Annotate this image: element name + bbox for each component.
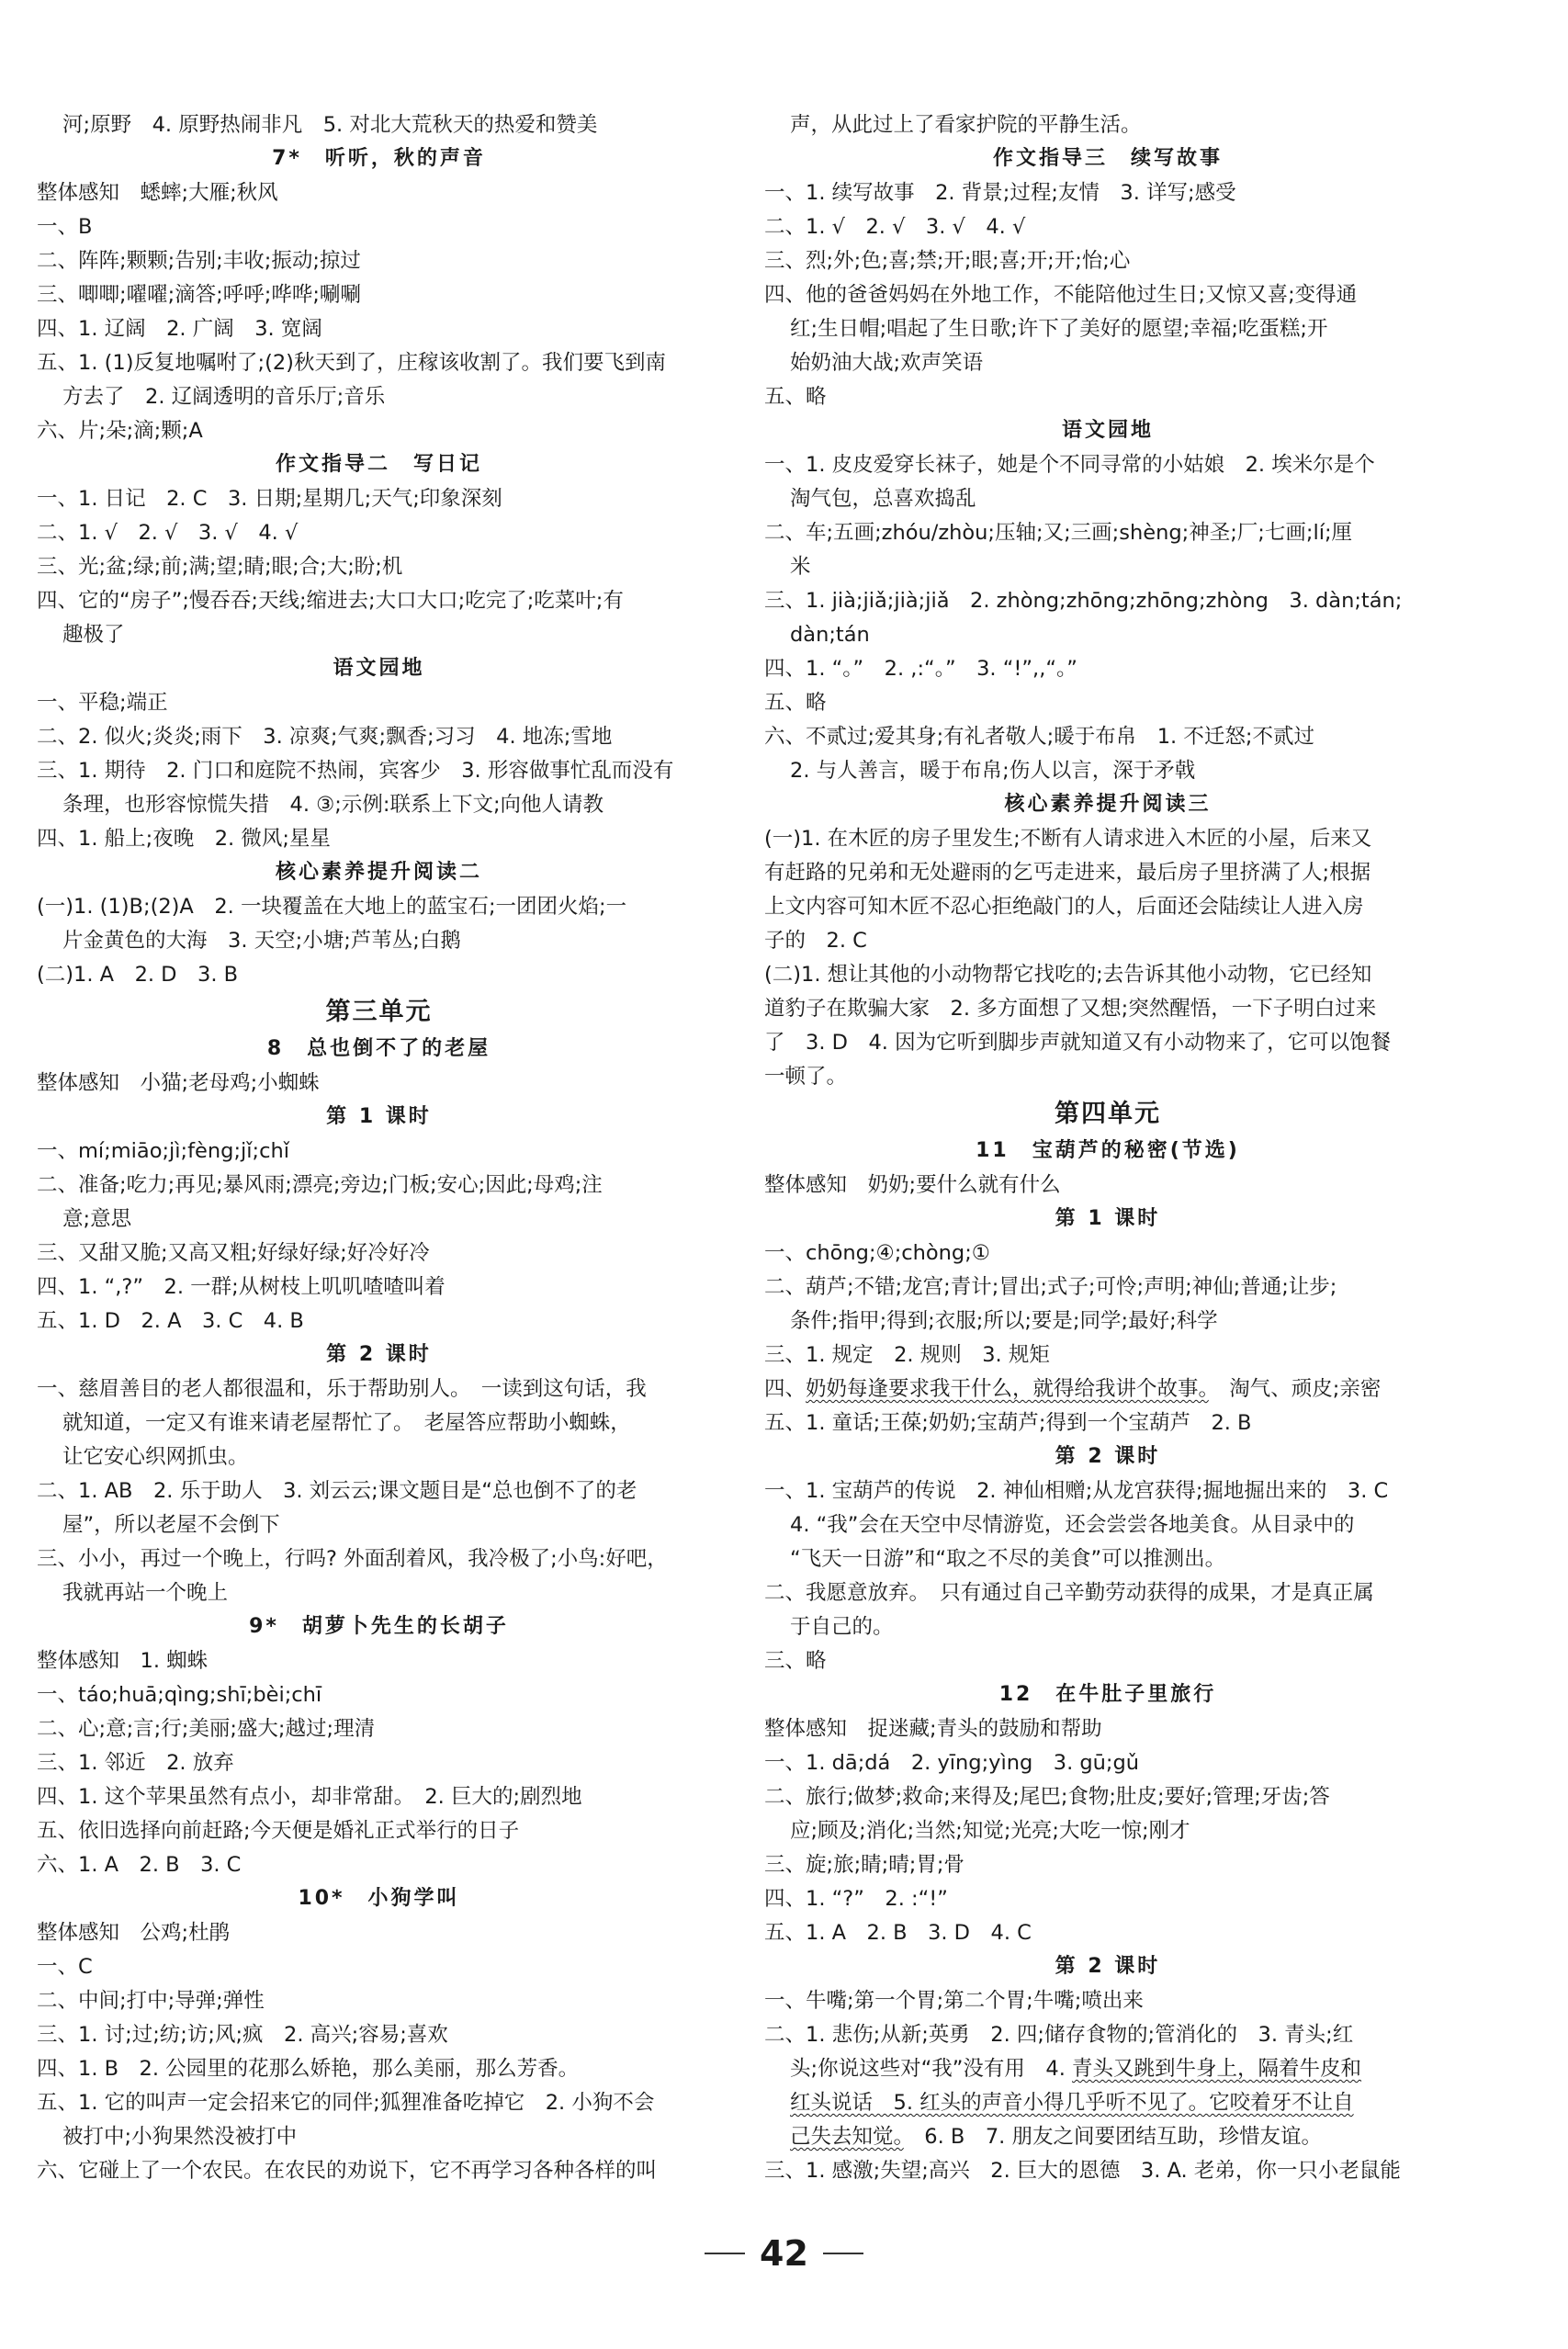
answer-line: 二、我愿意放弃。 只有通过自己辛勤劳动获得的成果，才是真正属 xyxy=(764,1581,1374,1605)
answer-line: 二、准备;吃力;再见;暴风雨;漂亮;旁边;门板;安心;因此;母鸡;注 xyxy=(37,1173,603,1197)
answer-line-continued: 4. “我”会在天空中尽情游览，还会尝尝各地美食。从目录中的 xyxy=(790,1513,1355,1537)
answer-line: 四、奶奶每逢要求我干什么，就得给我讲个故事。 淘气、顽皮;亲密 xyxy=(764,1377,1382,1401)
section-heading: 7* 听听，秋的声音 xyxy=(272,147,486,170)
answer-line-continued: 趣极了 xyxy=(62,623,125,647)
answer-line-continued xyxy=(764,2086,1451,2120)
answer-line: 三、唧唧;嚁嚁;滴答;呼呼;哗哗;唰唰 xyxy=(37,283,361,307)
section-heading: 第 2 课时 xyxy=(326,1343,432,1366)
section-heading: 12 在牛肚子里旅行 xyxy=(998,1683,1217,1706)
answer-line: 一顿了。 xyxy=(764,1065,848,1089)
answer-line: 四、1. “。” 2. ,:“。” 3. “!”,,“。” xyxy=(764,657,1077,681)
answer-line: 二、1. AB 2. 乐于助人 3. 刘云云;课文题目是“总也倒不了的老 xyxy=(37,1479,637,1503)
underlined-answer: 奶奶每逢要求我干什么，就得给我讲个故事。 xyxy=(806,1377,1209,1401)
answer-line: 三、1. 邻近 2. 放弃 xyxy=(37,1751,234,1775)
answer-line: 六、片;朵;滴;颗;A xyxy=(37,419,203,443)
answer-line: 二、2. 似火;炎炎;雨下 3. 凉爽;气爽;飘香;习习 4. 地冻;雪地 xyxy=(37,725,613,749)
section-heading: 核心素养提升阅读三 xyxy=(1004,793,1212,816)
answer-line-continued: 片金黄色的大海 3. 天空;小塘;芦苇丛;白鹅 xyxy=(62,929,461,953)
answer-line: 五、1. D 2. A 3. C 4. B xyxy=(37,1309,304,1333)
answer-line: 五、依旧选择向前赶路;今天便是婚礼正式举行的日子 xyxy=(37,1819,520,1843)
section-heading: 8 总也倒不了的老屋 xyxy=(266,1037,491,1060)
section-heading: 第 1 课时 xyxy=(1055,1207,1161,1230)
answer-line: (二)1. A 2. D 3. B xyxy=(37,963,239,987)
answer-line: 四、它的“房子”;慢吞吞;天线;缩进去;大口大口;吃完了;吃菜叶;有 xyxy=(37,589,624,613)
answer-line: 一、C xyxy=(37,1955,93,1979)
answer-line: 三、烈;外;色;喜;禁;开;眼;喜;开;开;怡;心 xyxy=(764,249,1131,273)
answer-line-continued: 就知道，一定又有谁来请老屋帮忙了。 老屋答应帮助小蜘蛛， xyxy=(62,1411,631,1435)
answer-line: 一、1. 皮皮爱穿长袜子，她是个不同寻常的小姑娘 2. 埃米尔是个 xyxy=(764,453,1375,477)
answer-line: (一)1. 在木匠的房子里发生;不断有人请求进入木匠的小屋，后来又 xyxy=(764,827,1372,851)
answer-line: 三、旋;旅;睛;晴;胃;骨 xyxy=(764,1853,964,1877)
left-column xyxy=(37,108,721,2188)
answer-line: 一、慈眉善目的老人都很温和，乐于帮助别人。 一读到这句话，我 xyxy=(37,1377,647,1401)
answer-line: 二、旅行;做梦;救命;来得及;尾巴;食物;肚皮;要好;管理;牙齿;答 xyxy=(764,1785,1330,1809)
answer-line: 上文内容可知木匠不忍心拒绝敲门的人，后面还会陆续让人进入房 xyxy=(764,895,1364,919)
answer-line: 子的 2. C xyxy=(764,929,867,953)
section-heading: 第 2 课时 xyxy=(1055,1955,1161,1978)
answer-line: 三、又甜又脆;又高又粗;好绿好绿;好冷好冷 xyxy=(37,1241,430,1265)
answer-line: 三、1. 规定 2. 规则 3. 规矩 xyxy=(764,1343,1050,1367)
answer-line: 三、小小，再过一个晚上，行吗? 外面刮着风，我冷极了;小鸟:好吧， xyxy=(37,1547,668,1571)
answer-line: 整体感知 1. 蜘蛛 xyxy=(37,1649,209,1673)
answer-line: 二、1. √ 2. √ 3. √ 4. √ xyxy=(37,521,299,545)
section-heading: 语文园地 xyxy=(1061,419,1154,442)
answer-line: 五、略 xyxy=(764,385,827,409)
page-number-dash-right xyxy=(823,2253,863,2254)
section-heading: 第 2 课时 xyxy=(1055,1445,1161,1468)
answer-line: 四、1. 辽阔 2. 广阔 3. 宽阔 xyxy=(37,317,322,341)
answer-line: 了 3. D 4. 因为它听到脚步声就知道又有小动物来了，它可以饱餐 xyxy=(764,1031,1392,1055)
answer-line: 五、1. 童话;王葆;奶奶;宝葫芦;得到一个宝葫芦 2. B xyxy=(764,1411,1252,1435)
answer-line-continued: 方去了 2. 辽阔透明的音乐厅;音乐 xyxy=(62,385,386,409)
answer-line: 二、葫芦;不错;龙宫;青计;冒出;式子;可怜;声明;神仙;普通;让步; xyxy=(764,1275,1337,1299)
page-number: 42 xyxy=(760,2233,808,2274)
section-heading: 作文指导二 写日记 xyxy=(275,453,482,476)
answer-line: 三、光;盆;绿;前;满;望;睛;眼;合;大;盼;机 xyxy=(37,555,403,579)
unit-title: 第三单元 xyxy=(325,998,433,1026)
answer-line: 四、1. B 2. 公园里的花那么娇艳，那么美丽，那么芳香。 xyxy=(37,2057,580,2081)
answer-line: 一、B xyxy=(37,215,93,239)
answer-line: 一、táo;huā;qìng;shī;bèi;chī xyxy=(37,1683,322,1707)
answer-line: 整体感知 蟋蟀;大雁;秋风 xyxy=(37,181,278,205)
answer-line: 整体感知 小猫;老母鸡;小蜘蛛 xyxy=(37,1071,320,1095)
answer-line: 三、1. 感激;失望;高兴 2. 巨大的恩德 3. A. 老弟，你一只小老鼠能 xyxy=(764,2159,1401,2183)
answer-line-continued: 声，从此过上了看家护院的平静生活。 xyxy=(790,113,1142,137)
answer-line: 四、他的爸爸妈妈在外地工作，不能陪他过生日;又惊又喜;变得通 xyxy=(764,283,1358,307)
answer-line: 六、1. A 2. B 3. C xyxy=(37,1853,242,1877)
answer-line: 有赶路的兄弟和无处避雨的乞丐走进来，最后房子里挤满了人;根据 xyxy=(764,861,1371,885)
answer-line: 三、1. 讨;过;纺;访;风;疯 2. 高兴;容易;喜欢 xyxy=(37,2023,448,2047)
answer-line: 三、略 xyxy=(764,1649,827,1673)
answer-line-continued: 我就再站一个晚上 xyxy=(62,1581,229,1605)
answer-line: 四、1. 这个苹果虽然有点小，却非常甜。 2. 巨大的;剧烈地 xyxy=(37,1785,582,1809)
answer-line: 六、不贰过;爱其身;有礼者敬人;暖于布帛 1. 不迁怒;不贰过 xyxy=(764,725,1314,749)
answer-line: 四、1. 船上;夜晚 2. 微风;星星 xyxy=(37,827,331,851)
answer-line: 二、中间;打中;导弹;弹性 xyxy=(37,1989,265,2013)
section-heading: 作文指导三 续写故事 xyxy=(992,147,1223,170)
answer-line: 一、平稳;端正 xyxy=(37,691,168,715)
answer-line: 一、牛嘴;第一个胃;第二个胃;牛嘴;喷出来 xyxy=(764,1989,1144,2013)
answer-line: 六、它碰上了一个农民。在农民的劝说下，它不再学习各种各样的叫 xyxy=(37,2159,658,2183)
answer-line-continued: 米 xyxy=(790,555,811,579)
answer-line-continued: 2. 与人善言，暖于布帛;伤人以言，深于矛戟 xyxy=(790,759,1196,783)
answer-line: 二、1. √ 2. √ 3. √ 4. √ xyxy=(764,215,1026,239)
answer-line: (二)1. 想让其他的小动物帮它找吃的;去告诉其他小动物，它已经知 xyxy=(764,963,1372,987)
answer-line-continued: dàn;tán xyxy=(790,623,870,647)
unit-title: 第四单元 xyxy=(1055,1100,1161,1128)
answer-line: 二、车;五画;zhóu/zhòu;压轴;又;三画;shèng;神圣;厂;七画;lí;厘 xyxy=(764,521,1353,545)
answer-line-continued: 屋”，所以老屋不会倒下 xyxy=(62,1513,280,1537)
right-column xyxy=(764,108,1451,2188)
answer-line: 道豹子在欺骗大家 2. 多方面想了又想;突然醒悟，一下子明白过来 xyxy=(764,997,1377,1021)
answer-line: 二、心;意;言;行;美丽;盛大;越过;理清 xyxy=(37,1717,376,1741)
answer-line: 一、mí;miāo;jì;fèng;jǐ;chǐ xyxy=(37,1139,289,1163)
answer-line-continued: 被打中;小狗果然没被打中 xyxy=(62,2125,298,2149)
answer-line: 三、1. jià;jiǎ;jià;jiǎ 2. zhòng;zhōng;zhōng;zhòng 3. dàn;tán; xyxy=(764,589,1403,613)
answer-line: 一、1. 续写故事 2. 背景;过程;友情 3. 详写;感受 xyxy=(764,181,1236,205)
answer-line-continued: 红;生日帽;唱起了生日歌;许下了美好的愿望;幸福;吃蛋糕;开 xyxy=(790,317,1328,341)
answer-line: 五、1. 它的叫声一定会招来它的同伴;狐狸准备吃掉它 2. 小狗不会 xyxy=(37,2091,655,2115)
answer-line: 三、1. 期待 2. 门口和庭院不热闹，宾客少 3. 形容做事忙乱而没有 xyxy=(37,759,674,783)
section-heading: 语文园地 xyxy=(333,657,425,680)
answer-line: 一、chōng;④;chòng;① xyxy=(764,1241,990,1265)
answer-line: 整体感知 奶奶;要什么就有什么 xyxy=(764,1173,1061,1197)
answer-line-continued: 于自己的。 xyxy=(790,1615,894,1639)
answer-line-continued: 应;顾及;消化;当然;知觉;光亮;大吃一惊;刚才 xyxy=(790,1819,1190,1843)
section-heading: 11 宝葫芦的秘密(节选) xyxy=(976,1139,1240,1162)
answer-line-continued: 己失去知觉。 6. B 7. 朋友之间要团结互助，珍惜友谊。 xyxy=(790,2125,1322,2149)
answer-line: 一、1. 日记 2. C 3. 日期;星期几;天气;印象深刻 xyxy=(37,487,502,511)
section-heading: 9* 胡萝卜先生的长胡子 xyxy=(249,1615,509,1638)
answer-line: 五、略 xyxy=(764,691,827,715)
answer-line: 五、1. (1)反复地嘱咐了;(2)秋天到了，庄稼该收割了。我们要飞到南 xyxy=(37,351,666,375)
answer-line-continued: 淘气包，总喜欢捣乱 xyxy=(790,487,976,511)
answer-line-continued: 条理，也形容惊慌失措 4. ③;示例:联系上下文;向他人请教 xyxy=(62,793,604,817)
underlined-answer: 己失去知觉。 xyxy=(790,2125,904,2149)
answer-line-continued: 让它安心织网抓虫。 xyxy=(62,1445,249,1469)
section-heading: 核心素养提升阅读二 xyxy=(275,861,482,884)
answer-line-continued: 河;原野 4. 原野热闹非凡 5. 对北大荒秋天的热爱和赞美 xyxy=(62,113,598,137)
section-heading: 第 1 课时 xyxy=(326,1105,432,1128)
answer-line: 一、1. 宝葫芦的传说 2. 神仙相赠;从龙宫获得;掘地掘出来的 3. C xyxy=(764,1479,1389,1503)
answer-line-continued: 意;意思 xyxy=(62,1207,132,1231)
answer-line: 五、1. A 2. B 3. D 4. C xyxy=(764,1921,1032,1945)
answer-line: 二、1. 悲伤;从新;英勇 2. 四;储存食物的;管消化的 3. 青头;红 xyxy=(764,2023,1354,2047)
answer-line-continued: 条件;指甲;得到;衣服;所以;要是;同学;最好;科学 xyxy=(790,1309,1218,1333)
answer-line-continued: 始奶油大战;欢声笑语 xyxy=(790,351,984,375)
answer-line: (一)1. (1)B;(2)A 2. 一块覆盖在大地上的蓝宝石;一团团火焰;一 xyxy=(37,895,627,919)
section-heading: 10* 小狗学叫 xyxy=(298,1887,460,1910)
answer-line: 整体感知 公鸡;杜鹃 xyxy=(37,1921,231,1945)
answer-line-continued: “飞天一日游”和“取之不尽的美食”可以推测出。 xyxy=(790,1547,1226,1571)
answer-line: 二、阵阵;颗颗;告别;丰收;振动;掠过 xyxy=(37,249,361,273)
answer-line: 四、1. “?” 2. :“!” xyxy=(764,1887,948,1911)
underlined-answer: 红头说话 5. 红头的声音小得几乎听不见了。它咬着牙不让自 xyxy=(790,2091,1354,2115)
answer-line: 整体感知 捉迷藏;青头的鼓励和帮助 xyxy=(764,1717,1102,1741)
answer-line: 一、1. dā;dá 2. yīng;yìng 3. gū;gǔ xyxy=(764,1751,1140,1775)
answer-line-continued: 头;你说这些对“我”没有用 4. 青头又跳到牛身上，隔着牛皮和 xyxy=(790,2057,1362,2081)
answer-line: 四、1. “,?” 2. 一群;从树枝上叽叽喳喳叫着 xyxy=(37,1275,446,1299)
underlined-answer: 青头又跳到牛身上，隔着牛皮和 xyxy=(1072,2057,1362,2081)
